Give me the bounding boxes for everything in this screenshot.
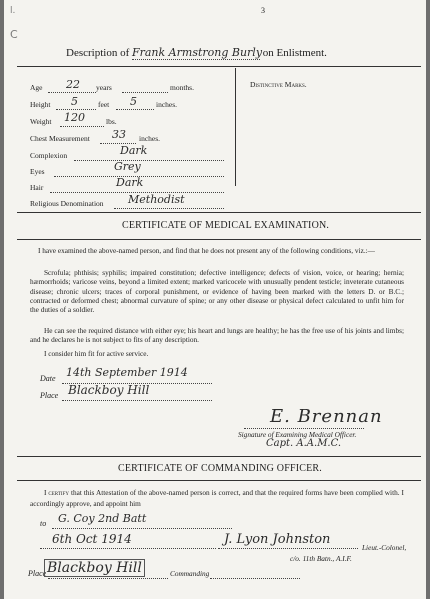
height-feet-line (56, 109, 96, 110)
chest-label: Chest Measurement (30, 134, 90, 143)
commanding-line (210, 578, 300, 579)
commanding-label: Commanding (170, 569, 210, 578)
recruit-name: Frank Armstrong Burly (131, 46, 263, 59)
weight-unit: lbs. (106, 117, 117, 126)
height-label: Height (30, 100, 51, 109)
height-feet-value: 5 (71, 95, 78, 108)
description-prefix: Description of (66, 47, 130, 59)
medical-signature-caption: Signature of Examining Medical Officer. (238, 430, 357, 439)
commanding-date-line (40, 548, 216, 549)
attestation-page (4, 0, 426, 599)
height-feet-unit: feet (98, 100, 110, 109)
medical-place-value: Blackboy Hill (68, 383, 150, 397)
commanding-text (30, 487, 404, 509)
complexion-label: Complexion (30, 151, 68, 160)
commanding-unit: c/o. 11th Batn., A.I.F. (290, 554, 352, 563)
age-years-unit: years (96, 83, 112, 92)
religion-value: Methodist (128, 193, 185, 206)
chest-value: 33 (112, 128, 126, 141)
medical-fit: I consider him fit for active service. (44, 349, 149, 358)
commanding-title: CERTIFICATE OF COMMANDING OFFICER. (118, 463, 322, 474)
medical-place-line (62, 400, 212, 401)
age-label: Age (30, 83, 43, 92)
page-number: 3 (261, 6, 265, 15)
commanding-text-body: that this Attestation of the above-named person is correct, and that the required forms have been complied with. I accordingly approve, and appoint him (30, 488, 404, 508)
medical-conditions: Scrofula; phthisis; syphilis; impaired constitution; defective intelligence; defects of vision, voice, or hearing; hernia; hæmorrhoids; varicose veins, beyond a limited extent; marked varicocele with unusually pendent testicle; inveterate cutaneous disease; chronic ulcers; traces of corporal punishment, or evidence of having been marked with the letters D. or B.C.; contracted or deformed chest; abnormal curvature of spine; or any other disease or physical defect calculated to unfit him for the duties of a soldier. (30, 268, 404, 315)
complexion-line (74, 160, 224, 161)
margin-mark-top: l. (10, 6, 16, 16)
religion-line (114, 208, 224, 209)
description-suffix: on Enlistment. (262, 47, 327, 59)
medical-signature-line (244, 428, 364, 429)
commanding-text-lead: I certify (44, 488, 69, 497)
medical-date-label: Date (40, 374, 56, 383)
weight-value: 120 (64, 111, 85, 124)
religion-label: Religious Denomination (30, 199, 104, 208)
commanding-rank: Lieut.-Colonel, (362, 543, 407, 552)
age-months-line (122, 92, 168, 93)
heading-rule (17, 66, 421, 67)
appoint-to-line (52, 528, 232, 529)
appoint-to-label: to (40, 519, 47, 528)
description-divider (235, 68, 236, 186)
medical-place-label: Place (40, 391, 59, 400)
eyes-value: Grey (114, 160, 141, 173)
medical-declaration: He can see the required distance with either eye; his heart and lungs are healthy; he has the free use of his joints and limbs; and he declares he is not subject to fits of any description. (30, 326, 404, 345)
complexion-value: Dark (120, 144, 148, 157)
medical-officer-signature: E. Brennan (270, 406, 383, 427)
hair-label: Hair (30, 183, 44, 192)
appoint-to-value: G. Coy 2nd Batt (58, 512, 147, 525)
age-months-unit: months. (170, 83, 194, 92)
chest-unit: inches. (139, 134, 161, 143)
height-inches-line (116, 109, 154, 110)
medical-officer-rank: Capt. A.A.M.C. (266, 438, 342, 449)
age-years-value: 22 (66, 78, 80, 91)
height-inches-value: 5 (130, 95, 137, 108)
weight-label: Weight (30, 117, 52, 126)
medical-title: CERTIFICATE OF MEDICAL EXAMINATION. (122, 220, 330, 231)
hair-value: Dark (116, 176, 144, 189)
description-bottom-rule (17, 212, 421, 213)
medical-top-rule (17, 239, 421, 240)
age-line (48, 92, 96, 93)
medical-intro: I have examined the above-named person, and find that he does not present any of the following conditions, viz.:— (38, 246, 375, 255)
commanding-place-line (48, 578, 168, 579)
description-heading (66, 46, 327, 60)
commanding-date-value: 6th Oct 1914 (52, 532, 132, 546)
eyes-label: Eyes (30, 167, 45, 176)
commanding-place-label: Place (28, 569, 47, 578)
commanding-top-rule (17, 480, 421, 481)
distinctive-marks-label: Distinctive Marks. (250, 80, 307, 89)
height-inches-unit: inches. (156, 100, 178, 109)
commanding-signature-line (218, 548, 358, 549)
commanding-officer-signature: J. Lyon Johnston (224, 532, 331, 547)
medical-date-value: 14th September 1914 (66, 366, 188, 379)
margin-mark-left: C (10, 28, 18, 41)
medical-bottom-rule (17, 456, 421, 457)
weight-line (60, 126, 104, 127)
commanding-place-value: Blackboy Hill (44, 559, 145, 577)
